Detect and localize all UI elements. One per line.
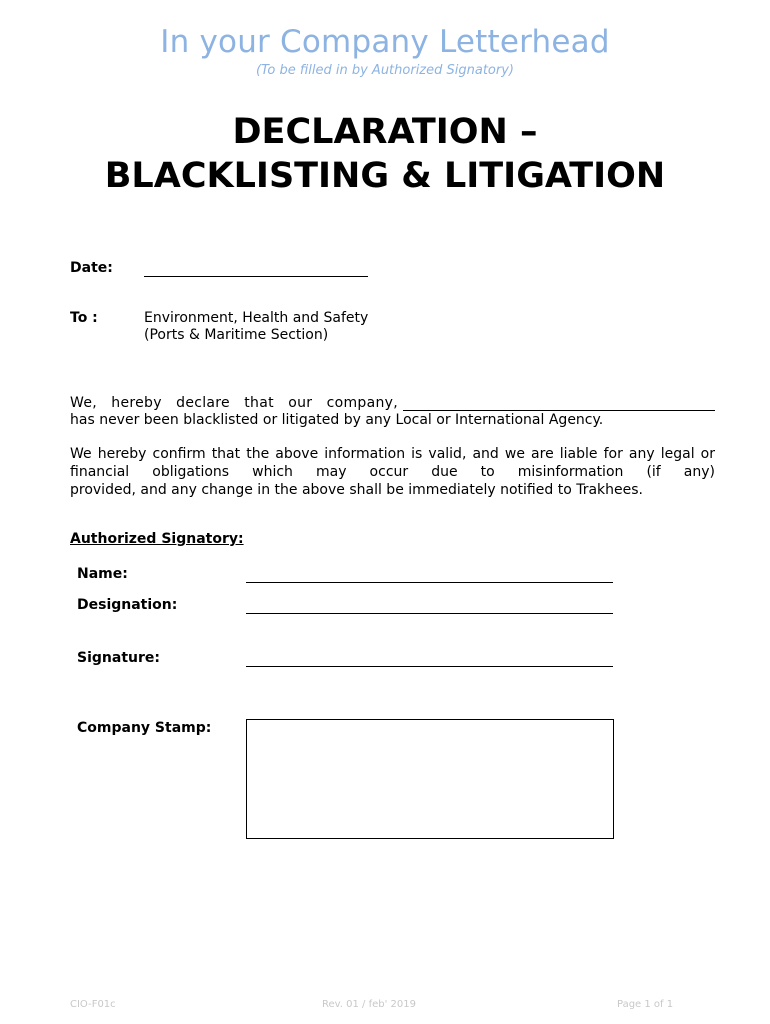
name-label: Name:	[77, 566, 128, 582]
company-stamp-label: Company Stamp:	[77, 720, 212, 736]
footer-form-code: CIO-F01c	[70, 999, 116, 1010]
signature-label: Signature:	[77, 650, 160, 666]
recipient-line2: (Ports & Maritime Section)	[144, 327, 329, 343]
recipient-line1: Environment, Health and Safety	[144, 310, 369, 326]
confirmation-text-last: provided, and any change in the above shall be immediately notified to Trakhees.	[70, 482, 643, 498]
designation-label: Designation:	[77, 597, 178, 613]
document-title-line1: DECLARATION –	[232, 112, 538, 152]
document-title-line2: BLACKLISTING & LITIGATION	[104, 156, 666, 196]
to-label: To :	[70, 310, 98, 326]
designation-field[interactable]	[246, 613, 613, 614]
letterhead-title: In your Company Letterhead	[160, 24, 610, 60]
declaration-line2: has never been blacklisted or litigated by any Local or International Agency.	[70, 412, 604, 428]
company-name-field[interactable]	[403, 410, 715, 411]
signature-field[interactable]	[246, 666, 613, 667]
name-field[interactable]	[246, 582, 613, 583]
confirmation-text-main: We hereby confirm that the above information is valid, and we are liable for any legal or financial obligations which may occur due to misinformation (if any)	[70, 446, 715, 480]
date-label: Date:	[70, 260, 113, 276]
confirmation-paragraph	[70, 445, 715, 499]
footer-page-number: Page 1 of 1	[617, 999, 674, 1010]
date-field[interactable]	[144, 276, 368, 277]
signatory-heading: Authorized Signatory:	[70, 531, 244, 547]
footer-revision: Rev. 01 / feb' 2019	[322, 999, 416, 1010]
declaration-line1: We, hereby declare that our company,	[70, 395, 398, 411]
letterhead-note: (To be filled in by Authorized Signatory)	[255, 63, 514, 78]
company-stamp-box[interactable]	[246, 719, 614, 839]
document-title	[0, 110, 770, 198]
